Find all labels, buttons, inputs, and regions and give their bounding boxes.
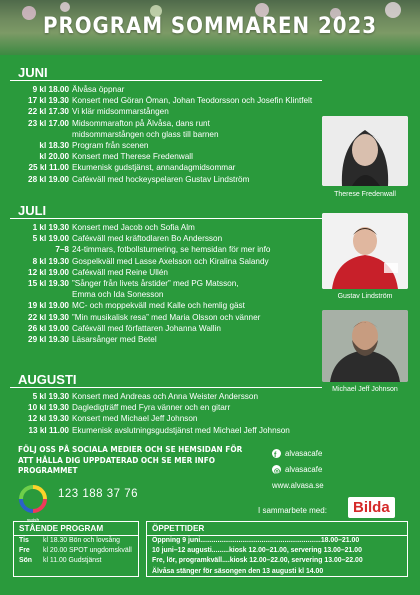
event-date: 5 kl 19.30 [32,392,69,401]
standing-text: kl 18.30 Bön och lovsång [43,537,120,544]
photo-therese [322,116,408,186]
opening-hours-title: ÖPPETTIDER [147,522,407,536]
event-date: 15 kl 19.30 [28,279,69,289]
event-text: ”Min musikalisk resa” med Maria Olsson och vänner [72,312,261,322]
caption-michael: Michael Jeff Johnson [332,386,398,393]
standing-rows [14,536,138,567]
facebook-icon: f [272,449,281,458]
event-date: 9 kl 18.00 [32,85,69,94]
event-date: 8 kl 19.30 [32,256,69,266]
event-date: kl 20.00 [39,152,69,162]
website-link[interactable]: www.alvasa.se [272,481,324,490]
standing-row [14,556,138,566]
standing-day: Fre [19,547,30,555]
event-row [10,174,322,185]
event-date: 23 kl 17.00 [28,118,69,128]
event-text: Vi klär midsommarstången [72,107,169,117]
standing-row [14,536,138,546]
event-text: Konsert med Andreas och Anna Weister Andersson [72,392,258,401]
opening-rows [147,536,407,577]
event-date: 13 kl 11.00 [28,425,69,435]
standing-day: Tis [19,537,29,544]
event-row [10,118,322,129]
event-row [10,129,322,140]
facebook-handle: alvasacafe [285,449,323,458]
event-row [10,334,322,345]
event-row [10,244,322,255]
bilda-logo: Bilda [348,497,395,518]
instagram-handle: alvasacafe [285,465,323,474]
event-date: 25 kl 11.00 [28,163,69,173]
standing-program-title: STÅENDE PROGRAM [14,522,138,536]
event-row [10,278,322,289]
section-juni [10,65,322,185]
standing-text: kl 20.00 SPOT ungdomskväll [43,547,132,555]
photo-gustav [322,213,408,289]
event-row [10,413,322,424]
opening-row: Älvåsa stänger för säsongen den 13 augusti kl 14.00 [152,567,324,575]
event-text: Dagledigträff med Fyra vänner och en gitarr [72,403,231,413]
opening-row: Öppning 9 juni...............................................................18.00–21.00 [152,537,360,544]
event-text: ”Sånger från livets årstider” med PG Matsson, [72,279,239,289]
caption-gustav: Gustav Lindström [337,293,393,300]
event-text: Midsommarafton på Älvåsa, dans runt [72,118,210,128]
event-date: 19 kl 19.00 [28,301,69,311]
standing-program-box [13,521,139,577]
instagram-link[interactable] [272,462,324,478]
rows-juli [10,222,322,345]
event-row [10,289,322,300]
event-date: 29 kl 19.30 [28,335,69,345]
event-row [10,267,322,278]
event-text: Ekumenisk gudstjänst, annandagmidsommar [72,163,236,173]
section-augusti [10,372,322,436]
event-date: 7–8 [55,245,69,255]
standing-day: Sön [19,557,33,565]
event-row [10,140,322,151]
event-text: Emma och Ida Sonesson [72,290,164,300]
event-date: kl 18.30 [39,141,69,151]
section-heading-juli: JULI [10,203,322,219]
page-title: PROGRAM SOMMAREN 2023 [42,14,378,39]
swish-label: swish [26,518,40,524]
event-date: 26 kl 19.00 [28,323,69,333]
event-text: Konsert med Jacob och Sofia Alm [72,223,195,232]
standing-text: kl 11.00 Gudstjänst [43,557,102,565]
partner-label: I sammarbete med: [258,506,327,515]
event-row [10,222,322,233]
event-date: 5 kl 19.00 [32,234,69,244]
event-date: 28 kl 19.00 [28,174,69,184]
event-row [10,84,322,95]
event-text: midsommarstången och glass till barnen [72,129,219,139]
event-date [10,129,72,140]
event-date: 10 kl 19.30 [28,403,69,413]
event-text: Caféкväll med Reine Ullén [72,267,168,277]
event-text: Läsarsånger med Betel [72,335,157,345]
event-text: Program från scenen [72,141,149,151]
header-banner [0,0,420,55]
event-date: 12 kl 19.30 [28,414,69,424]
swish-logo [18,485,48,524]
facebook-link[interactable] [272,446,324,462]
event-text: 24-timmars, fotbollsturnering, se hemsidan för mer info [72,245,271,255]
event-row [10,233,322,244]
opening-row: Fre, lör, programkväll....kiosk 12.00–22.00, servering 13.00–22.00 [152,557,363,565]
event-text: Gospelkväll med Lasse Axelsson och Kiralina Salandy [72,256,269,266]
event-date: 22 kl 19.30 [28,312,69,322]
event-row [10,106,322,117]
social-text: FÖLJ OSS PÅ SOCIALA MEDIER OCH SE HEMSIDAN FÖR ATT HÅLLA DIG UPPDATERAD OCH SE MER INFO PROGRAMMET [18,444,243,475]
rows-augusti [10,391,322,436]
photo-michael [322,310,408,382]
event-text: Caféкväll med författaren Johanna Wallin [72,323,221,333]
opening-hours-box [146,521,408,577]
event-text: Caféкväll med hockeyspelaren Gustav Lindström [72,174,250,184]
event-date: 12 kl 19.00 [28,267,69,277]
opening-row: 10 juni–12 augusti.........kiosk 12.00–21.00, servering 13.00–21.00 [152,547,362,555]
caption-therese: Therese Fredenwall [334,191,396,198]
event-date: 22 kl 17.30 [28,107,69,117]
event-text: Ekumenisk avslutningsgudstjänst med Michael Jeff Johnson [72,425,290,435]
event-row [10,151,322,162]
event-text: Caféкväll med kräftodlaren Bo Andersson [72,234,223,244]
section-heading-juni: JUNI [10,65,322,81]
event-row [10,256,322,267]
event-row [10,323,322,334]
event-row [10,312,322,323]
instagram-icon: ◎ [272,465,281,474]
event-date: 1 kl 19.30 [32,223,69,232]
social-links [272,446,324,494]
event-date [10,289,72,300]
event-row [10,162,322,173]
section-juli [10,203,322,345]
event-text: Konsert med Göran Öman, Johan Teodorsson och Josefin Klintfelt [72,96,313,106]
standing-row [14,546,138,556]
event-date: 17 kl 19.30 [28,96,69,106]
swish-number: 123 188 37 76 [58,488,139,500]
event-row [10,402,322,413]
rows-juni [10,84,322,185]
event-text: Konsert med Therese Fredenwall [72,152,193,162]
event-text: MC- och moppekväll med Kalle och hemlig gäst [72,301,245,311]
event-row [10,95,322,106]
event-row [10,391,322,402]
event-row [10,300,322,311]
event-row [10,425,322,436]
event-text: Älvåsa öppnar [72,85,125,94]
event-text: Konsert med Michael Jeff Johnson [72,414,198,424]
section-heading-augusti: AUGUSTI [10,372,322,388]
